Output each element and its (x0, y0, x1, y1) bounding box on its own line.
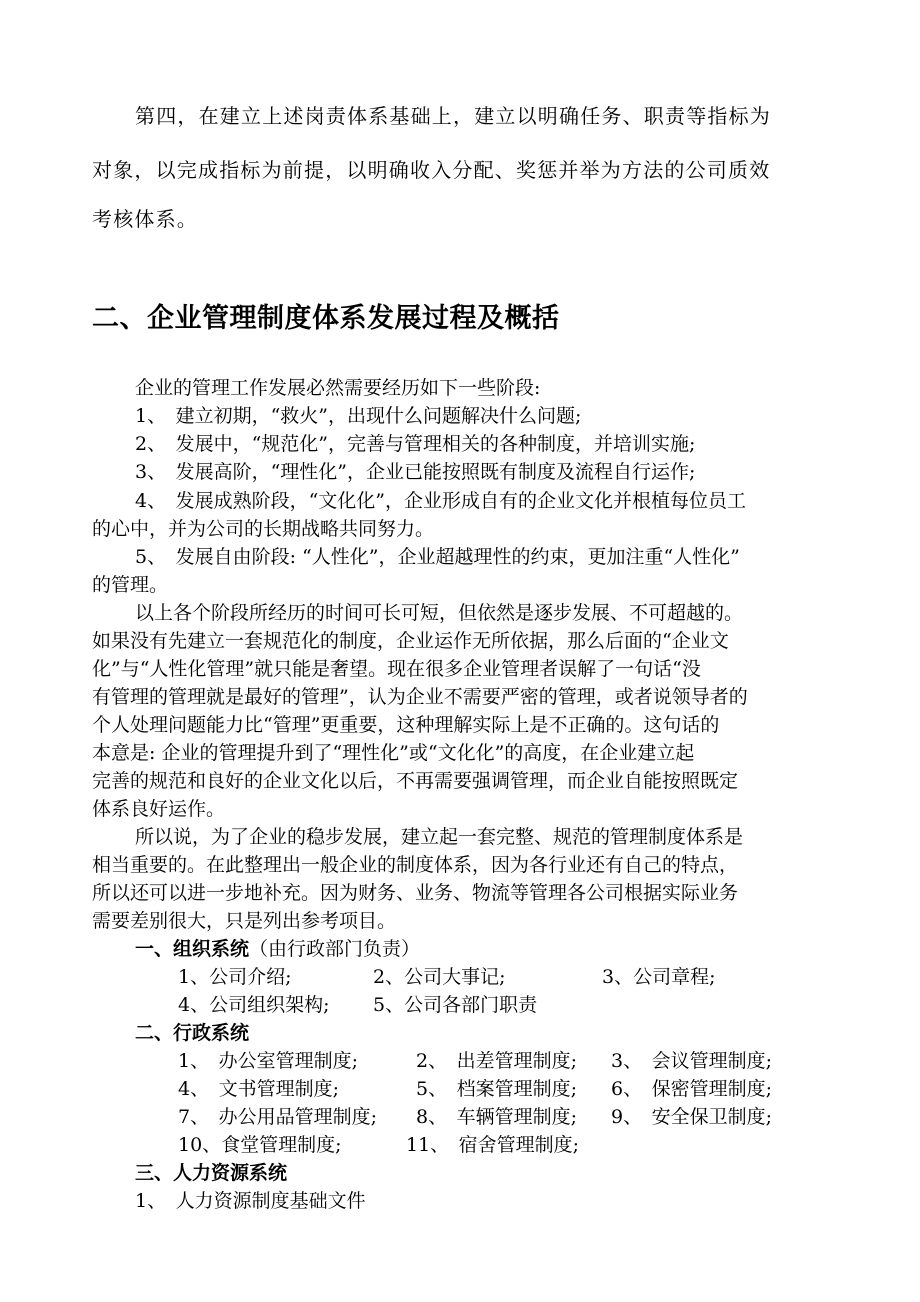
subsection-note: （由行政部门负责） (249, 938, 421, 960)
list-item: 5、公司各部门职责 (373, 994, 538, 1016)
list-item: 10、食堂管理制度; (178, 1134, 342, 1156)
stage-item-continued: 的管理。 (92, 574, 169, 596)
list-item: 4、公司组织架构; (178, 994, 330, 1016)
paragraph-line: 相当重要的。在此整理出一般企业的制度体系，因为各行业还有自己的特点， (92, 854, 739, 876)
paragraph-line: 企业的管理工作发展必然需要经历如下一些阶段: (135, 377, 541, 399)
intro-line: 第四，在建立上述岗责体系基础上，建立以明确任务、职责等指标为 (135, 104, 771, 128)
intro-line: 考核体系。 (92, 207, 198, 231)
paragraph-line: 个人处理问题能力比“管理”更重要，这种理解实际上是不正确的。这句话的 (92, 714, 720, 736)
list-item: 2、 出差管理制度; (416, 1050, 577, 1072)
list-item: 11、 宿舍管理制度; (406, 1134, 580, 1156)
paragraph-line: 完善的规范和良好的企业文化以后，不再需要强调管理，而企业自能按照既定 (92, 770, 739, 792)
section-heading: 二、企业管理制度体系发展过程及概括 (92, 303, 560, 334)
list-item: 1、 人力资源制度基础文件 (135, 1190, 366, 1212)
list-item: 2、公司大事记; (373, 966, 506, 988)
stage-item: 4、 发展成熟阶段，“文化化”，企业形成自有的企业文化并根植每位员工 (135, 490, 747, 512)
list-item: 7、 办公用品管理制度; (178, 1106, 377, 1128)
subsection-title: 三、人力资源系统 (135, 1162, 288, 1184)
subsection-org (135, 934, 875, 961)
list-item: 3、公司章程; (602, 966, 716, 988)
stage-item: 5、 发展自由阶段: “人性化”，企业超越理性的约束，更加注重“人性化” (135, 546, 740, 568)
paragraph-line: 化”与“人性化管理”就只能是奢望。现在很多企业管理者误解了一句话“没 (92, 658, 701, 680)
list-item: 1、 办公室管理制度; (178, 1050, 358, 1072)
paragraph-line: 所以还可以进一步地补充。因为财务、业务、物流等管理各公司根据实际业务 (92, 882, 739, 904)
list-item: 4、 文书管理制度; (178, 1078, 339, 1100)
list-item: 8、 车辆管理制度; (416, 1106, 577, 1128)
paragraph-line: 需要差别很大，只是列出参考项目。 (92, 910, 397, 932)
list-item: 5、 档案管理制度; (416, 1078, 577, 1100)
list-item: 6、 保密管理制度; (611, 1078, 772, 1100)
paragraph-line: 以上各个阶段所经历的时间可长可短，但依然是逐步发展、不可超越的。 (135, 602, 744, 624)
subsection-title: 二、行政系统 (135, 1022, 250, 1044)
paragraph-line: 所以说，为了企业的稳步发展，建立起一套完整、规范的管理制度体系是 (135, 826, 744, 848)
paragraph-line: 本意是: 企业的管理提升到了“理性化”或“文化化”的高度，在企业建立起 (92, 742, 695, 764)
stage-item-continued: 的心中，并为公司的长期战略共同努力。 (92, 518, 435, 540)
list-item: 9、 安全保卫制度; (611, 1106, 772, 1128)
intro-line: 对象，以完成指标为前提，以明确收入分配、奖惩并举为方法的公司质效 (92, 158, 771, 182)
stage-item: 3、 发展高阶，“理性化”，企业已能按照既有制度及流程自行运作; (135, 461, 696, 483)
stage-item: 1、 建立初期，“救火”，出现什么问题解决什么问题; (135, 405, 582, 427)
subsection-title: 一、组织系统 (135, 938, 250, 960)
list-item: 3、 会议管理制度; (611, 1050, 772, 1072)
paragraph-line: 有管理的管理就是最好的管理”，认为企业不需要严密的管理，或者说领导者的 (92, 686, 748, 708)
stage-item: 2、 发展中，“规范化”，完善与管理相关的各种制度，并培训实施; (135, 433, 696, 455)
list-item: 1、公司介绍; (178, 966, 292, 988)
paragraph-line: 如果没有先建立一套规范化的制度，企业运作无所依据，那么后面的“企业文 (92, 630, 729, 652)
paragraph-line: 体系良好运作。 (92, 798, 226, 820)
